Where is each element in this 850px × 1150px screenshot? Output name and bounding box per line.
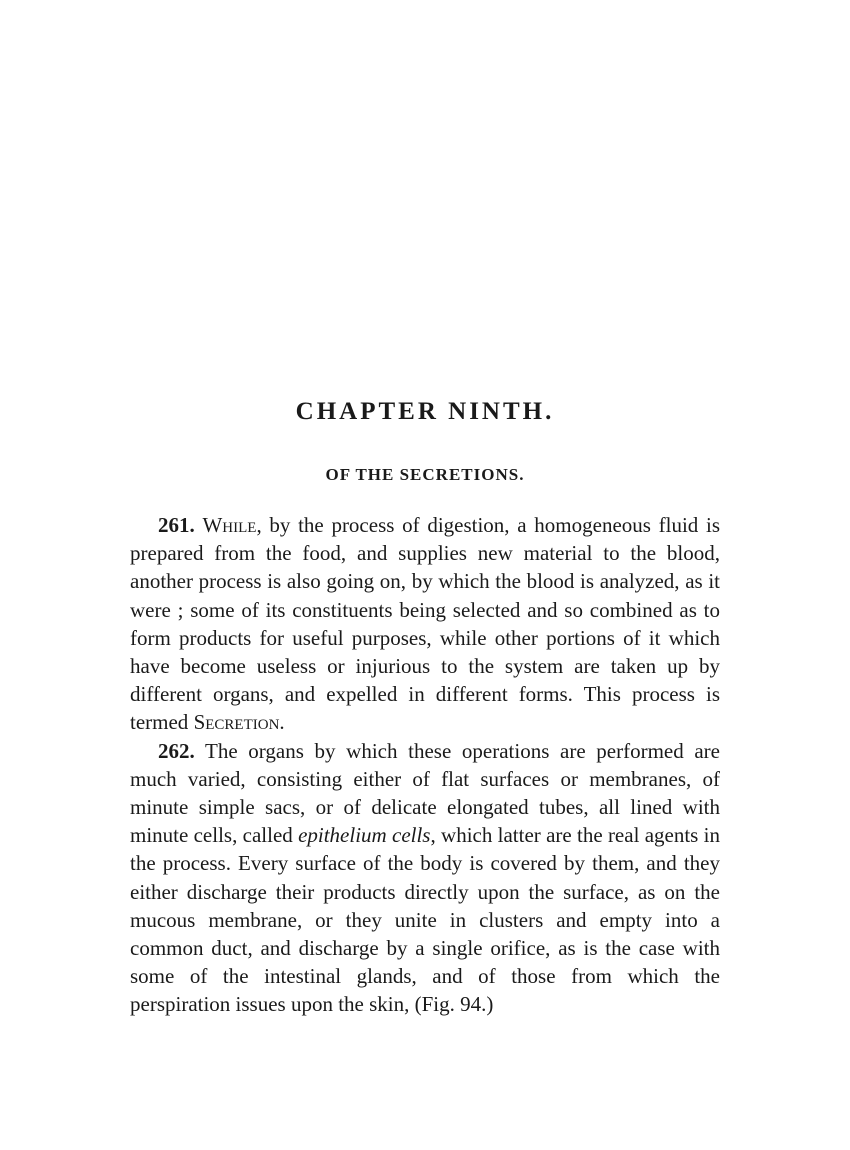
section-title: OF THE SECRETIONS. xyxy=(325,465,525,484)
paragraph-text: The organs by which these operations are performed are much varied, consisting either of flat surfaces or membranes, of minute simple sacs, or of delicate elongated tubes, all lined with minute cells, called xyxy=(130,738,720,848)
paragraph-number: 261. xyxy=(158,513,195,537)
paragraph-text: , by the process of digestion, a homogeneous fluid is prepared from the food, and supplies new material to the blood, another process is also going on, by which the blood is analyzed, as it were ; some of its constituents being selected and so combined as to form products for useful purposes, while other portions of it which have become useless or injurious to the system are taken up by different organs, and expelled in different forms. This process is termed xyxy=(130,513,721,735)
paragraph-262 xyxy=(130,737,720,1019)
chapter-title: CHAPTER NINTH. xyxy=(295,398,555,425)
paragraph-text-continued: , which latter are the real agents in the process. Every surface of the body is covered by them, and they either discharge their products directly upon the surface, as on the mucous membrane, or they unite in clusters and empty into a common duct, and discharge by a single orifice, as is the case with some of the intestinal glands, and of those from which the perspiration issues upon the skin, (Fig. 94.) xyxy=(130,823,720,1017)
paragraph-end: . xyxy=(279,710,285,735)
paragraph-261 xyxy=(130,511,720,737)
defined-term: Secretion xyxy=(193,710,280,735)
body-text xyxy=(130,511,720,1019)
paragraph-number: 262. xyxy=(158,738,195,763)
italic-term: epithelium cells xyxy=(298,823,431,848)
paragraph-lead-word: While xyxy=(202,513,257,537)
